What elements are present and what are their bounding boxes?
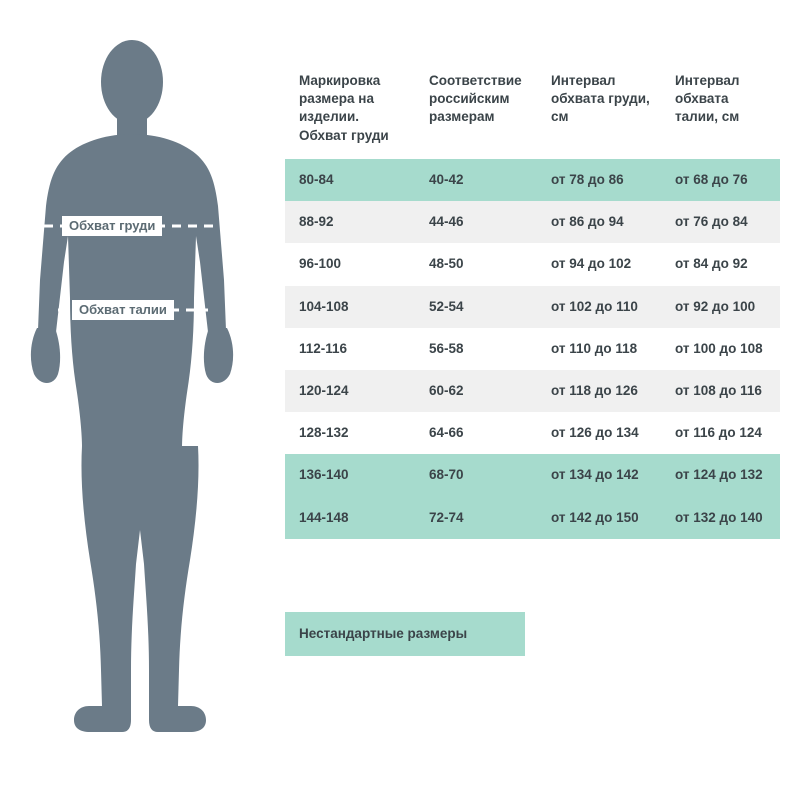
cell-chest-range: от 94 до 102 [537, 243, 661, 285]
table-row [285, 370, 780, 412]
column-header-waist-range: Интервал обхвата талии, см [661, 60, 780, 159]
cell-marking: 136-140 [285, 454, 415, 496]
cell-russian-size: 68-70 [415, 454, 537, 496]
cell-chest-range: от 110 до 118 [537, 328, 661, 370]
size-table-body [285, 159, 780, 539]
cell-russian-size: 48-50 [415, 243, 537, 285]
cell-waist-range: от 108 до 116 [661, 370, 780, 412]
nonstandard-sizes-note: Нестандартные размеры [285, 612, 525, 656]
figure-panel [0, 0, 285, 800]
cell-chest-range: от 78 до 86 [537, 159, 661, 201]
cell-chest-range: от 118 до 126 [537, 370, 661, 412]
waist-measure-label: Обхват талии [72, 300, 174, 320]
table-row [285, 243, 780, 285]
cell-waist-range: от 100 до 108 [661, 328, 780, 370]
cell-marking: 120-124 [285, 370, 415, 412]
cell-russian-size: 72-74 [415, 497, 537, 539]
table-row [285, 412, 780, 454]
cell-chest-range: от 126 до 134 [537, 412, 661, 454]
cell-waist-range: от 68 до 76 [661, 159, 780, 201]
cell-russian-size: 52-54 [415, 286, 537, 328]
cell-waist-range: от 92 до 100 [661, 286, 780, 328]
size-table [285, 60, 780, 539]
table-row [285, 159, 780, 201]
cell-waist-range: от 124 до 132 [661, 454, 780, 496]
table-row [285, 328, 780, 370]
cell-marking: 128-132 [285, 412, 415, 454]
table-row [285, 286, 780, 328]
cell-russian-size: 64-66 [415, 412, 537, 454]
cell-waist-range: от 116 до 124 [661, 412, 780, 454]
cell-marking: 80-84 [285, 159, 415, 201]
cell-russian-size: 44-46 [415, 201, 537, 243]
cell-marking: 96-100 [285, 243, 415, 285]
cell-chest-range: от 134 до 142 [537, 454, 661, 496]
cell-waist-range: от 132 до 140 [661, 497, 780, 539]
table-row [285, 497, 780, 539]
cell-waist-range: от 76 до 84 [661, 201, 780, 243]
cell-russian-size: 60-62 [415, 370, 537, 412]
cell-marking: 112-116 [285, 328, 415, 370]
male-body-silhouette-icon [10, 30, 275, 750]
table-row [285, 454, 780, 496]
cell-marking: 88-92 [285, 201, 415, 243]
chest-measure-label: Обхват груди [62, 216, 162, 236]
table-header-row [285, 60, 780, 159]
table-row [285, 201, 780, 243]
column-header-marking: Маркировка размера на изделии. Обхват груди [285, 60, 415, 159]
cell-chest-range: от 142 до 150 [537, 497, 661, 539]
column-header-russian-size: Соответствие российским размерам [415, 60, 537, 159]
cell-russian-size: 56-58 [415, 328, 537, 370]
cell-chest-range: от 102 до 110 [537, 286, 661, 328]
cell-marking: 104-108 [285, 286, 415, 328]
cell-waist-range: от 84 до 92 [661, 243, 780, 285]
cell-marking: 144-148 [285, 497, 415, 539]
cell-russian-size: 40-42 [415, 159, 537, 201]
cell-chest-range: от 86 до 94 [537, 201, 661, 243]
column-header-chest-range: Интервал обхвата груди, см [537, 60, 661, 159]
